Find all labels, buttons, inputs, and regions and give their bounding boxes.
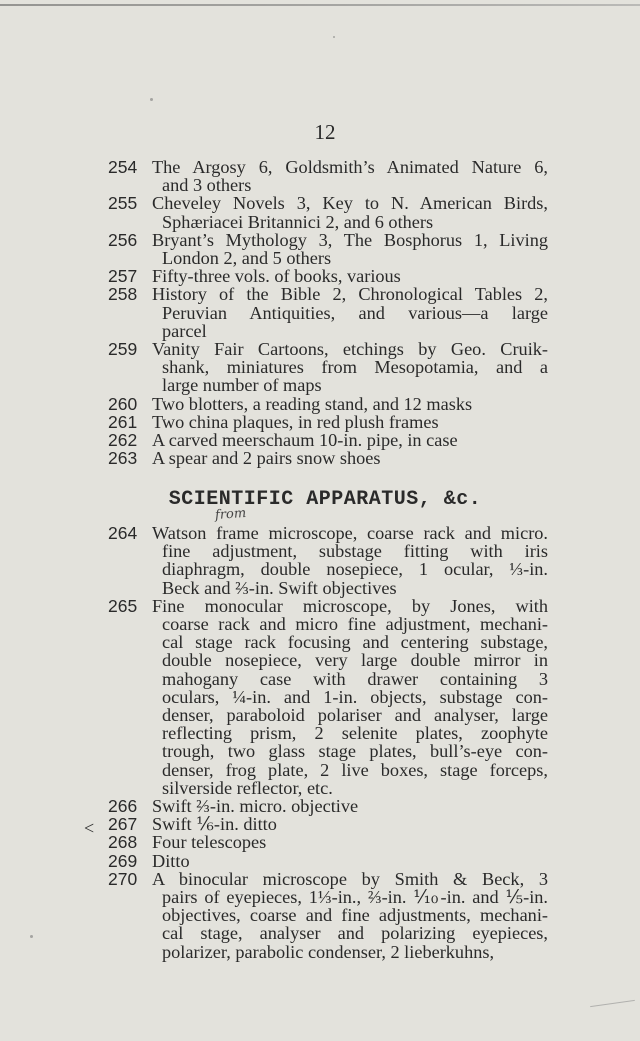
- lot-entry: [108, 340, 548, 395]
- lot-number: 265: [108, 595, 138, 616]
- lot-number: 262: [108, 430, 138, 451]
- lot-entry: [108, 267, 548, 285]
- description-line: Fifty-three vols. of books, various: [152, 266, 401, 287]
- lot-number: 268: [108, 832, 138, 853]
- top-edge-rule: [0, 4, 640, 6]
- paper-speck: [150, 98, 153, 101]
- description-line: Bryant’s Mythology 3, The Bosphorus 1, Living: [152, 229, 548, 250]
- lot-entry: [108, 833, 548, 851]
- page-number: 12: [314, 120, 336, 144]
- description-line: Cheveley Novels 3, Key to N. American Birds,: [152, 193, 548, 214]
- lot-description: [152, 194, 548, 230]
- description-line: polarizer, parabolic condenser, 2 lieberkuhns,: [162, 941, 495, 962]
- lot-entry: [108, 413, 548, 431]
- description-line: The Argosy 6, Goldsmith’s Animated Nature 6,: [152, 157, 548, 177]
- description-line: Vanity Fair Cartoons, etchings by Geo. Cruik-: [152, 339, 548, 360]
- lot-number: 259: [108, 339, 138, 360]
- description-line: A carved meerschaum 10-in. pipe, in case: [152, 430, 458, 451]
- description-line: reflecting prism, 2 selenite plates, zoophyte: [162, 723, 548, 744]
- lot-number: 267: [108, 814, 138, 835]
- description-line: diaphragm, double nosepiece, 1 ocular, ⅓-in.: [162, 559, 548, 580]
- description-line: Four telescopes: [152, 832, 267, 853]
- lot-description: [152, 158, 548, 194]
- description-line: Two blotters, a reading stand, and 12 masks: [152, 393, 473, 414]
- lot-number: 269: [108, 850, 138, 871]
- lot-description: [152, 815, 548, 833]
- description-line: and 3 others: [162, 175, 252, 196]
- lot-number: 254: [108, 157, 138, 177]
- margin-mark: <: [84, 818, 95, 838]
- lot-number: 257: [108, 266, 138, 287]
- lot-description: [152, 231, 548, 267]
- description-line: Two china plaques, in red plush frames: [152, 411, 439, 432]
- lot-entry: [108, 797, 548, 815]
- lot-description: [152, 833, 548, 851]
- lot-entry: [108, 194, 548, 230]
- lot-number: 258: [108, 284, 138, 305]
- lot-description: [152, 870, 548, 961]
- lot-entry: [108, 285, 548, 340]
- lot-number: 263: [108, 448, 138, 469]
- description-line: mahogany case with drawer containing 3: [162, 668, 548, 689]
- lot-number: 255: [108, 193, 138, 214]
- description-line: Peruvian Antiquities, and various—a large: [162, 302, 548, 323]
- lot-list-scientific: [108, 524, 548, 961]
- description-line: A binocular microscope by Smith & Beck, 3: [152, 868, 548, 889]
- description-line: Watson frame microscope, coarse rack and micro.: [152, 523, 548, 543]
- description-line: objectives, coarse and fine adjustments, mechani-: [162, 905, 548, 926]
- lot-list-general: [108, 158, 548, 467]
- description-line: trough, two glass stage plates, bull’s-eye con-: [162, 741, 548, 762]
- description-line: History of the Bible 2, Chronological Tables 2,: [152, 284, 548, 305]
- lot-entry: [108, 852, 548, 870]
- lot-entry: [108, 524, 548, 597]
- lot-description: [152, 267, 548, 285]
- description-line: oculars, ¼-in. and 1-in. objects, substage con-: [162, 686, 548, 707]
- lot-description: [152, 431, 548, 449]
- paper-speck: [333, 36, 335, 38]
- section-heading: SCIENTIFIC APPARATUS, &c.: [168, 488, 482, 511]
- description-line: denser, frog plate, 2 live boxes, stage forceps,: [162, 759, 548, 780]
- lot-number: 266: [108, 796, 138, 817]
- description-line: Swift ⅔-in. micro. objective: [152, 796, 359, 817]
- description-line: cal stage rack focusing and centering substage,: [162, 632, 548, 653]
- lot-description: [152, 852, 548, 870]
- description-line: A spear and 2 pairs snow shoes: [152, 448, 381, 469]
- lot-entry: [108, 597, 548, 797]
- description-line: cal stage, analyser and polarizing eyepieces,: [162, 923, 548, 944]
- lot-number: 261: [108, 411, 138, 432]
- description-line: double nosepiece, very large double mirror in: [162, 650, 548, 671]
- paper-speck: [30, 935, 33, 938]
- lot-description: [152, 449, 548, 467]
- lot-entry: [108, 449, 548, 467]
- lot-entry: [108, 815, 548, 833]
- lot-number: 256: [108, 229, 138, 250]
- lot-number: 264: [108, 523, 138, 543]
- description-line: Ditto: [152, 850, 190, 871]
- lot-entry: [108, 231, 548, 267]
- lot-entry: [108, 870, 548, 961]
- lot-entry: [108, 431, 548, 449]
- handwritten-annotation: from: [214, 505, 247, 524]
- description-line: silverside reflector, etc.: [162, 777, 333, 798]
- description-line: Swift ⅙-in. ditto: [152, 814, 277, 835]
- lot-entry: [108, 395, 548, 413]
- description-line: Beck and ⅔-in. Swift objectives: [162, 577, 397, 598]
- lot-description: [152, 285, 548, 340]
- description-line: Sphæriacei Britannici 2, and 6 others: [162, 211, 434, 232]
- lot-description: [152, 340, 548, 395]
- lot-description: [152, 797, 548, 815]
- lot-description: [152, 524, 548, 597]
- lot-description: [152, 395, 548, 413]
- lot-number: 260: [108, 393, 138, 414]
- lot-description: [152, 597, 548, 797]
- description-line: London 2, and 5 others: [162, 248, 332, 269]
- description-line: fine adjustment, substage fitting with iris: [162, 541, 548, 562]
- paper-scratch: [590, 1000, 635, 1007]
- description-line: Fine monocular microscope, by Jones, with: [152, 595, 548, 616]
- lot-description: [152, 413, 548, 431]
- description-line: coarse rack and micro fine adjustment, mechani-: [162, 614, 548, 635]
- description-line: denser, paraboloid polariser and analyser, large: [162, 705, 548, 726]
- description-line: parcel: [162, 320, 207, 341]
- lot-entry: [108, 158, 548, 194]
- description-line: pairs of eyepieces, 1⅓-in., ⅔-in. ⅒-in. and ⅕-in.: [162, 887, 548, 908]
- description-line: large number of maps: [162, 375, 322, 396]
- description-line: shank, miniatures from Mesopotamia, and a: [162, 357, 548, 378]
- lot-number: 270: [108, 868, 138, 889]
